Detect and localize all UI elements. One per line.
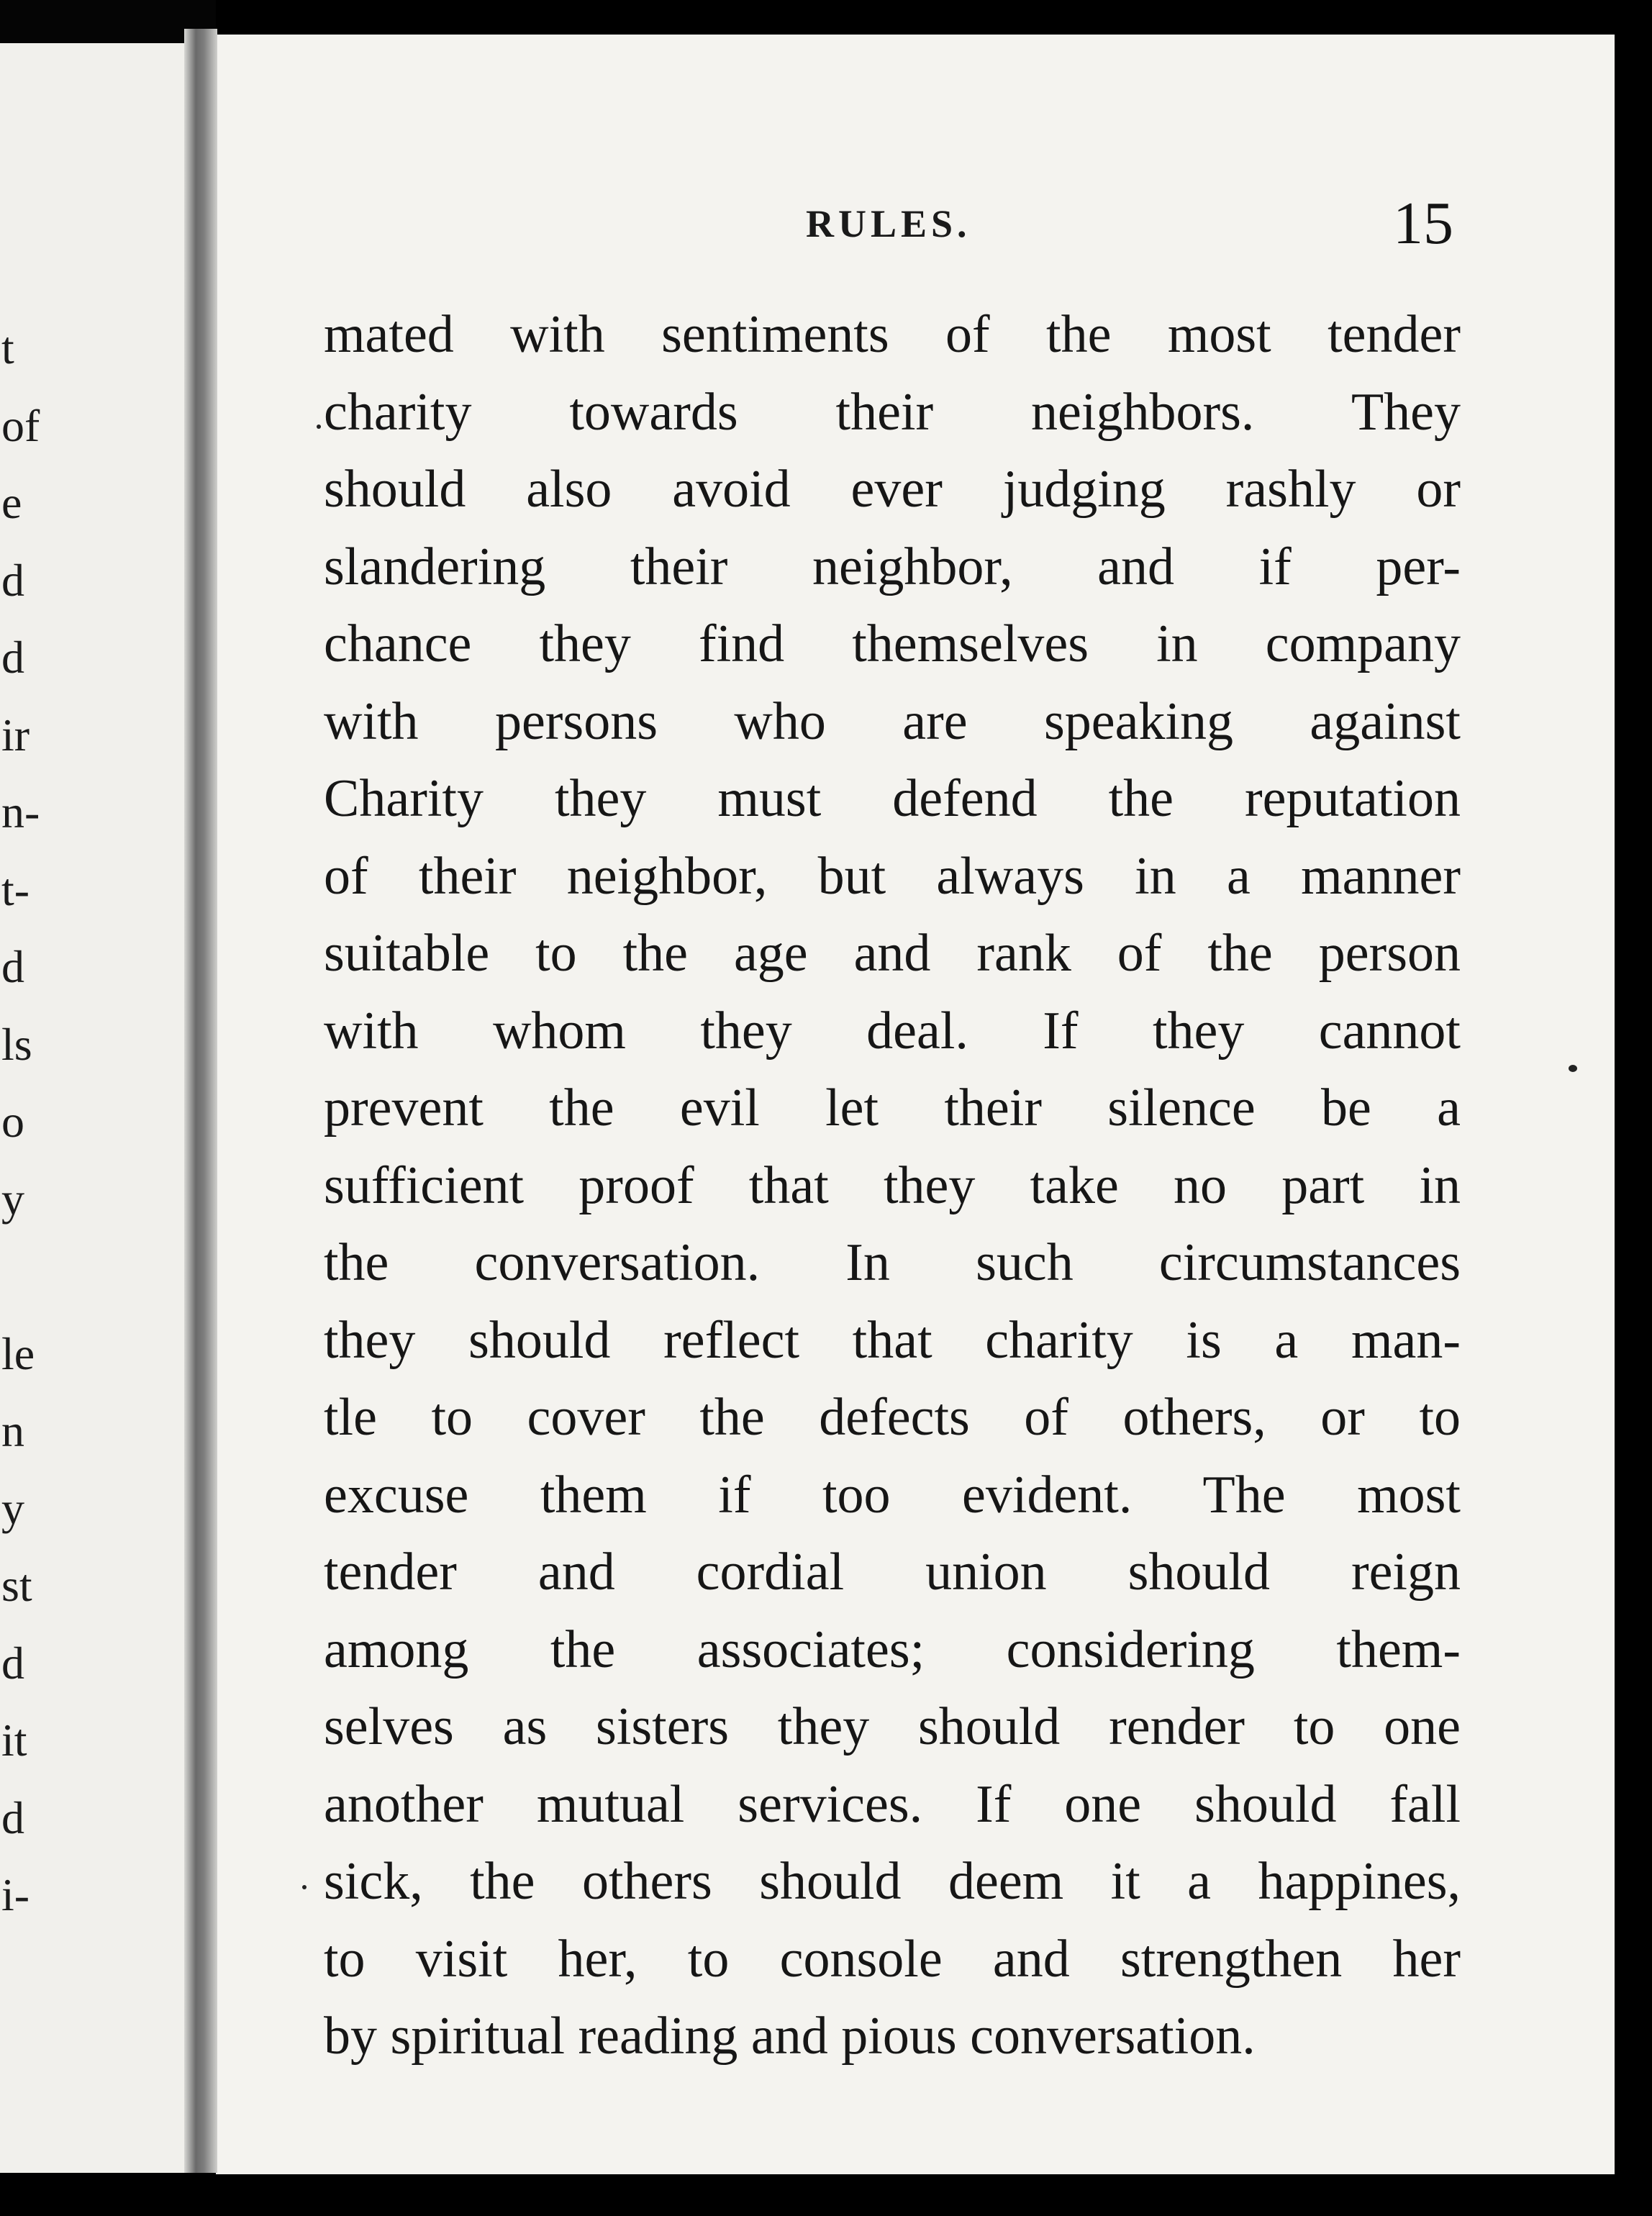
binding-gutter [184, 29, 217, 2173]
text-line: tender and cordial union should reign [324, 1543, 1461, 1602]
facing-page-fragment: d [1, 554, 24, 606]
facing-page-fragment: of [1, 399, 40, 451]
scan-border-bottom [0, 2174, 1652, 2216]
text-line: mated with sentiments of the most tender [324, 305, 1461, 364]
text-line: with persons who are speaking against [324, 691, 1461, 751]
text-line: with whom they deal. If they cannot [324, 1001, 1461, 1061]
facing-page-fragment: e [1, 477, 22, 528]
facing-page-fragment: y [1, 1173, 24, 1225]
text-line: excuse them if too evident. The most [324, 1465, 1461, 1525]
scan-speck [1569, 1065, 1577, 1072]
body-text [324, 296, 1461, 2076]
scan-speck [302, 1885, 307, 1889]
facing-page-fragment: t [1, 322, 14, 373]
text-line: among the associates; considering them- [324, 1620, 1461, 1679]
scan-border-right [1615, 0, 1652, 2216]
text-line: chance they find themselves in company [324, 614, 1461, 673]
text-line: slandering their neighbor, and if per- [324, 537, 1461, 596]
facing-page-fragment: d [1, 1792, 24, 1843]
text-line: the conversation. In such circumstances [324, 1233, 1461, 1292]
facing-page-fragment [0, 1238, 50, 1315]
facing-page-fragment: d [1, 632, 24, 683]
facing-page-fragment: it [1, 1715, 27, 1766]
facing-page-fragment: n- [1, 786, 40, 837]
facing-page-fragment: ls [1, 1018, 32, 1070]
text-line: tle to cover the defects of others, or to [324, 1388, 1461, 1447]
text-line: by spiritual reading and pious conversation. [324, 2007, 1256, 2066]
text-line: prevent the evil let their silence be a [324, 1079, 1461, 1137]
scan-speck [317, 424, 321, 429]
text-line: another mutual services. If one should fall [324, 1774, 1461, 1834]
text-line: to visit her, to console and strengthen her [324, 1929, 1461, 1989]
facing-page-fragment: ir [1, 709, 30, 760]
facing-page-fragment: o [1, 1096, 24, 1147]
facing-page-text-fragments [0, 309, 50, 1934]
facing-page-fragment: y [1, 1482, 24, 1534]
facing-page-fragment: le [1, 1327, 35, 1379]
facing-page-fragment: n [1, 1405, 24, 1456]
text-line: they should reflect that charity is a man- [324, 1310, 1461, 1370]
facing-page-fragment: i- [1, 1869, 30, 1920]
facing-page-fragment: t- [1, 863, 30, 915]
facing-page-fragment: d [1, 1637, 24, 1689]
text-line: of their neighbor, but always in a manner [324, 846, 1461, 906]
facing-page-fragment: st [1, 1560, 32, 1611]
running-title: RULES. [806, 202, 971, 245]
text-line: sufficient proof that they take no part in [324, 1155, 1461, 1215]
text-line: Charity they must defend the reputation [324, 769, 1461, 828]
text-line: selves as sisters they should render to one [324, 1697, 1461, 1756]
text-line: suitable to the age and rank of the person [324, 924, 1461, 983]
facing-page-fragment: d [1, 941, 24, 992]
page-number: 15 [1393, 190, 1453, 257]
text-line: sick, the others should deem it a happines, [324, 1852, 1461, 1911]
facing-page-edge [0, 43, 193, 2173]
text-line: charity towards their neighbors. They [324, 382, 1461, 442]
text-line: should also avoid ever judging rashly or [324, 460, 1461, 519]
